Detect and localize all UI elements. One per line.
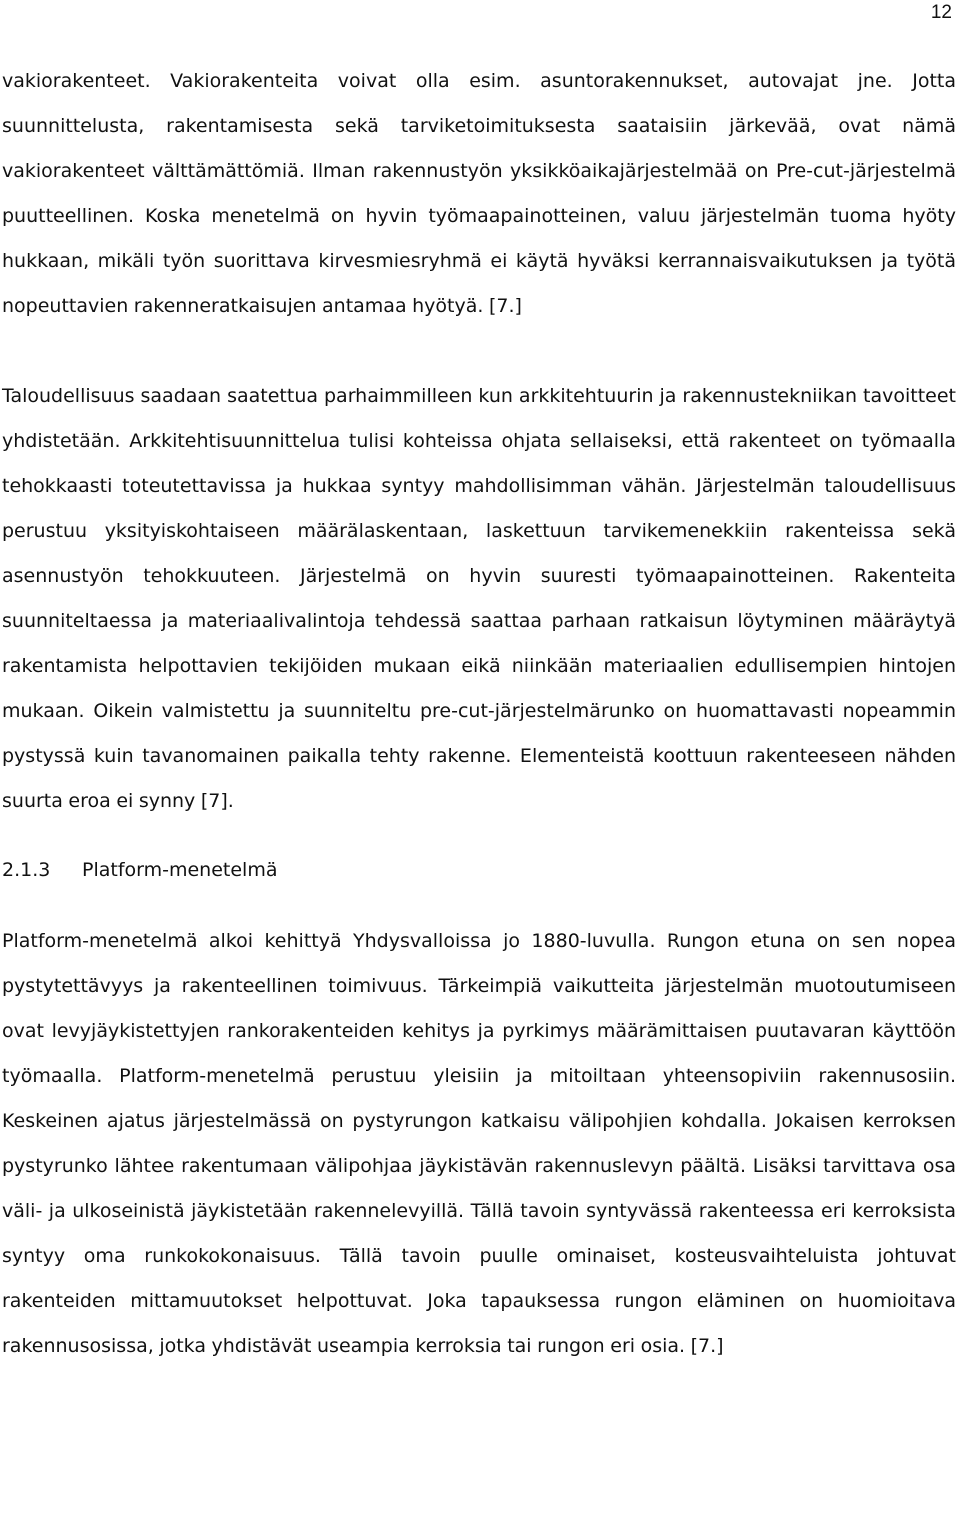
paragraph-vakiorakenteet: vakiorakenteet. Vakiorakenteita voivat olla esim. asuntorakennukset, autovajat jne. Jotta suunnittelusta, rakentamisesta sekä tarviketoimituksesta saataisiin järkevää, ovat nämä vakiorakenteet välttämättömiä. Ilman rakennustyön yksikköaikajärjestelmää on Pre-cut-järjestelmä puutteellinen. Koska menetelmä on hyvin työmaapainotteinen, valuu järjestelmän tuoma hyöty hukkaan, mikäli työn suorittava kirvesmiesryhmä ei käytä hyväksi kerrannaisvaikutuksen ja työtä nopeuttavien rakenneratkaisujen antamaa hyötyä. [7.] [2,70,956,317]
page-number: 12 [930,2,952,23]
section-heading [2,848,956,893]
section-title: Platform-menetelmä [82,859,278,881]
paragraph-taloudellisuus: Taloudellisuus saadaan saatettua parhaimmilleen kun arkkitehtuurin ja rakennustekniikan tavoitteet yhdistetään. Arkkitehtisuunnittelua tulisi kohteissa ohjata sellaiseksi, että rakenteet on työmaalla tehokkaasti toteutettavissa ja hukkaa syntyy mahdollisimman vähän. Järjestelmän taloudellisuus perustuu yksityiskohtaiseen määrälaskentaan, laskettuun tarvikemenekkiin rakenteissa sekä asennustyön tehokkuuteen. Järjestelmä on hyvin suuresti työmaapainotteinen. Rakenteita suunniteltaessa ja materiaalivalintoja tehdessä saattaa parhaan ratkaisun löytyminen määräytyä rakentamista helpottavien tekijöiden mukaan eikä niinkään materiaalien edullisempien hintojen mukaan. Oikein valmistettu ja suunniteltu pre-cut-järjestelmärunko on huomattavasti nopeammin pystyssä kuin tavanomainen paikalla tehty rakenne. Elementeistä koottuun rakenteeseen nähden suurta eroa ei synny [7]. [2,385,956,812]
section-number: 2.1.3 [2,859,51,881]
page-content [2,59,956,1369]
paragraph-platform: Platform-menetelmä alkoi kehittyä Yhdysvalloissa jo 1880-luvulla. Rungon etuna on sen nopea pystytettävyys ja rakenteellinen toimivuus. Tärkeimpiä vaikutteita järjestelmän muotoutumiseen ovat levyjäykistettyjen rankorakenteiden kehitys ja pyrkimys määrämittaisen puutavaran käyttöön työmaalla. Platform-menetelmä perustuu yleisiin ja mitoiltaan yhteensopiviin rakennusosiin. Keskeinen ajatus järjestelmässä on pystyrungon katkaisu välipohjien kohdalla. Jokaisen kerroksen pystyrunko lähtee rakentumaan välipohjaa jäykistävän rakennuslevyn päältä. Lisäksi tarvittava osa väli- ja ulkoseinistä jäykistetään rakennelevyillä. Tällä tavoin syntyvässä rakenteessa eri kerroksista syntyy oma runkokokonaisuus. Tällä tavoin puulle ominaiset, kosteusvaihteluista johtuvat rakenteiden mittamuutokset helpottuvat. Joka tapauksessa rungon eläminen on huomioitava rakennusosissa, jotka yhdistävät useampia kerroksia tai rungon eri osia. [7.] [2,930,956,1357]
